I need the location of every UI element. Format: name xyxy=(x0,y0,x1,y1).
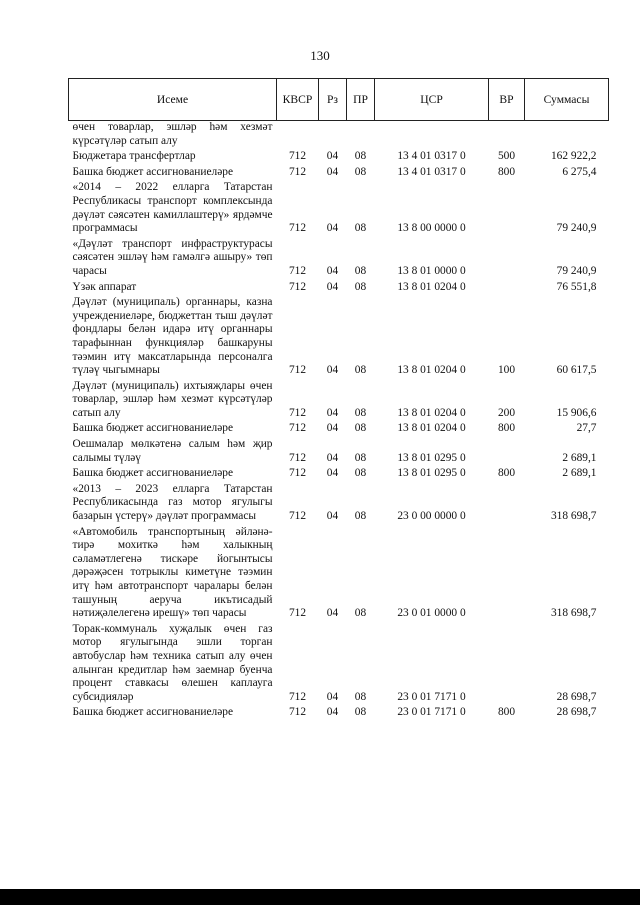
cell-kvsr: 712 xyxy=(288,706,307,719)
cell-sum: 76 551,8 xyxy=(556,280,597,293)
cell-vr xyxy=(489,623,525,707)
table-row xyxy=(69,121,609,151)
cell-kvsr: 712 xyxy=(288,607,307,620)
cell-name: «Дәүләт транспорт инфраструктурасы сәясәтен эшләү һәм гамәлгә ашыру» төп чарасы xyxy=(72,237,273,277)
table-row xyxy=(69,422,609,438)
cell-name: Башка бюджет ассигнованиеләре xyxy=(72,422,234,435)
cell-kvsr: 712 xyxy=(288,222,307,235)
header-name: Исеме xyxy=(69,79,277,121)
cell-csr: 13 8 01 0204 0 xyxy=(397,280,466,293)
table-row xyxy=(69,467,609,483)
cell-csr: 13 8 01 0204 0 xyxy=(397,406,466,419)
cell-vr: 800 xyxy=(497,422,516,435)
cell-csr: 23 0 00 0000 0 xyxy=(397,510,466,523)
cell-sum: 15 906,6 xyxy=(556,406,597,419)
cell-vr xyxy=(489,438,525,467)
cell-rz: 04 xyxy=(326,364,339,377)
table-row xyxy=(69,150,609,166)
cell-pr: 08 xyxy=(354,422,367,435)
table-row xyxy=(69,380,609,423)
cell-kvsr: 712 xyxy=(288,280,307,293)
table-row xyxy=(69,438,609,467)
cell-pr: 08 xyxy=(354,451,367,464)
cell-vr: 100 xyxy=(497,364,516,377)
cell-name: Дәүләт (муниципаль) ихтыяҗлары өчен товарлар, эшләр һәм хезмәт күрсәтүләр сатып алу xyxy=(72,379,273,419)
cell-kvsr: 712 xyxy=(288,165,307,178)
cell-pr: 08 xyxy=(354,406,367,419)
cell-sum: 27,7 xyxy=(576,422,597,435)
cell-rz: 04 xyxy=(326,510,339,523)
cell-rz: 04 xyxy=(326,280,339,293)
cell-pr: 08 xyxy=(354,222,367,235)
cell-csr: 13 8 01 0204 0 xyxy=(397,422,466,435)
table-row xyxy=(69,706,609,722)
cell-sum: 28 698,7 xyxy=(556,690,597,703)
cell-vr xyxy=(489,483,525,526)
table-row xyxy=(69,296,609,380)
cell-kvsr: 712 xyxy=(288,150,307,163)
cell-kvsr: 712 xyxy=(288,406,307,419)
header-sum: Суммасы xyxy=(525,79,609,121)
cell-csr: 23 0 01 7171 0 xyxy=(397,690,466,703)
cell-rz: 04 xyxy=(326,607,339,620)
cell-rz: 04 xyxy=(326,150,339,163)
cell-kvsr: 712 xyxy=(288,467,307,480)
cell-sum: 318 698,7 xyxy=(550,510,597,523)
cell-csr: 13 8 00 0000 0 xyxy=(397,222,466,235)
cell-sum: 318 698,7 xyxy=(550,607,597,620)
cell-vr: 500 xyxy=(497,150,516,163)
cell-sum xyxy=(525,121,609,151)
cell-sum: 28 698,7 xyxy=(556,706,597,719)
cell-kvsr: 712 xyxy=(288,264,307,277)
cell-pr: 08 xyxy=(354,706,367,719)
table-row xyxy=(69,238,609,281)
cell-kvsr: 712 xyxy=(288,364,307,377)
cell-rz: 04 xyxy=(326,422,339,435)
cell-vr xyxy=(489,181,525,237)
cell-rz: 04 xyxy=(326,690,339,703)
table-row xyxy=(69,181,609,237)
cell-vr xyxy=(489,121,525,151)
cell-vr: 800 xyxy=(497,165,516,178)
cell-name: өчен товарлар, эшләр һәм хезмәт күрсәтүләр сатып алу xyxy=(72,121,273,147)
table-body xyxy=(69,121,609,722)
cell-pr: 08 xyxy=(354,264,367,277)
cell-sum: 162 922,2 xyxy=(550,150,597,163)
cell-rz: 04 xyxy=(326,706,339,719)
cell-csr: 13 4 01 0317 0 xyxy=(397,150,466,163)
table-row xyxy=(69,281,609,297)
cell-sum: 79 240,9 xyxy=(556,222,597,235)
header-vr: ВР xyxy=(489,79,525,121)
cell-vr xyxy=(489,281,525,297)
header-pr: ПР xyxy=(347,79,375,121)
cell-csr: 13 8 01 0204 0 xyxy=(397,364,466,377)
cell-name: Башка бюджет ассигнованиеләре xyxy=(72,467,234,480)
cell-csr xyxy=(375,121,489,151)
cell-vr: 200 xyxy=(497,406,516,419)
cell-pr: 08 xyxy=(354,165,367,178)
cell-vr: 800 xyxy=(497,706,516,719)
cell-name: Башка бюджет ассигнованиеләре xyxy=(72,165,234,178)
cell-rz: 04 xyxy=(326,165,339,178)
cell-pr xyxy=(347,121,375,151)
cell-sum: 6 275,4 xyxy=(562,165,597,178)
cell-name: «2013 – 2023 елларга Татарстан Республикасында газ мотор ягулыгы базарын үстерү» дәүләт программасы xyxy=(72,482,273,523)
cell-name: «2014 – 2022 елларга Татарстан Республикасы транспорт комплексында дәүләт сәясәтен камиллаштерү» ярдәмче программасы xyxy=(72,181,273,235)
cell-csr: 23 0 01 7171 0 xyxy=(397,706,466,719)
page-number: 130 xyxy=(310,48,330,63)
cell-pr: 08 xyxy=(354,280,367,293)
cell-rz: 04 xyxy=(326,222,339,235)
cell-kvsr: 712 xyxy=(288,690,307,703)
cell-rz: 04 xyxy=(326,406,339,419)
cell-vr xyxy=(489,238,525,281)
cell-name: Башка бюджет ассигнованиеләре xyxy=(72,706,234,719)
cell-csr: 13 8 01 0295 0 xyxy=(397,451,466,464)
budget-table xyxy=(68,78,609,722)
table-row xyxy=(69,526,609,623)
cell-rz: 04 xyxy=(326,451,339,464)
cell-csr: 13 8 01 0295 0 xyxy=(397,467,466,480)
cell-name: Дәүләт (муниципаль) органнары, казна учреждениеләре, бюджеттан тыш дәүләт фондлары белән идарә итү органнары тарафыннан функцияләр башкаруны тәэмин итү максатларында персоналга түләү чыгымнары xyxy=(72,296,273,377)
cell-pr: 08 xyxy=(354,510,367,523)
cell-name: Оешмалар мөлкәтенә салым һәм җир салымы түләү xyxy=(72,438,273,464)
cell-vr xyxy=(489,526,525,623)
cell-rz: 04 xyxy=(326,264,339,277)
scan-bottom-edge xyxy=(0,889,640,905)
cell-kvsr xyxy=(277,121,319,151)
cell-pr: 08 xyxy=(354,364,367,377)
cell-sum: 60 617,5 xyxy=(556,364,597,377)
table-row xyxy=(69,623,609,707)
cell-csr: 13 8 01 0000 0 xyxy=(397,264,466,277)
cell-kvsr: 712 xyxy=(288,510,307,523)
cell-rz xyxy=(319,121,347,151)
cell-pr: 08 xyxy=(354,690,367,703)
cell-name: Торак-коммуналь хуҗалык өчен газ мотор ягулыгында эшли торган автобуслар һәм техника сатып алу өчен алынган кредитлар һәм заемнар буенча процент ставкасы өлешен каплауга субсидияләр xyxy=(72,622,273,703)
header-csr: ЦСР xyxy=(375,79,489,121)
cell-sum: 2 689,1 xyxy=(562,467,597,480)
cell-name: «Автомобиль транспортының әйләнә-тирә мохиткә һәм халыкның сәламәтлегенә тискәре йогынтысы дәрәҗәсен тотрыклы киметүне тәэмин итү һәм автотранспорт чаралары белән ташуның аеруча икътисадый нәтиҗәлелегенә ирешү» төп чарасы xyxy=(72,525,273,620)
header-rz: Рз xyxy=(319,79,347,121)
cell-rz: 04 xyxy=(326,467,339,480)
table-row xyxy=(69,483,609,526)
cell-kvsr: 712 xyxy=(288,451,307,464)
cell-csr: 13 4 01 0317 0 xyxy=(397,165,466,178)
cell-pr: 08 xyxy=(354,467,367,480)
cell-sum: 2 689,1 xyxy=(562,451,597,464)
table-header xyxy=(69,79,609,121)
table-row xyxy=(69,166,609,182)
cell-sum: 79 240,9 xyxy=(556,264,597,277)
cell-csr: 23 0 01 0000 0 xyxy=(397,607,466,620)
budget-table-container xyxy=(68,78,608,722)
header-kvsr: КВСР xyxy=(277,79,319,121)
cell-name: Бюджетара трансфертлар xyxy=(72,150,196,163)
cell-vr: 800 xyxy=(497,467,516,480)
cell-name: Үзәк аппарат xyxy=(72,280,137,293)
cell-pr: 08 xyxy=(354,150,367,163)
cell-kvsr: 712 xyxy=(288,422,307,435)
cell-pr: 08 xyxy=(354,607,367,620)
